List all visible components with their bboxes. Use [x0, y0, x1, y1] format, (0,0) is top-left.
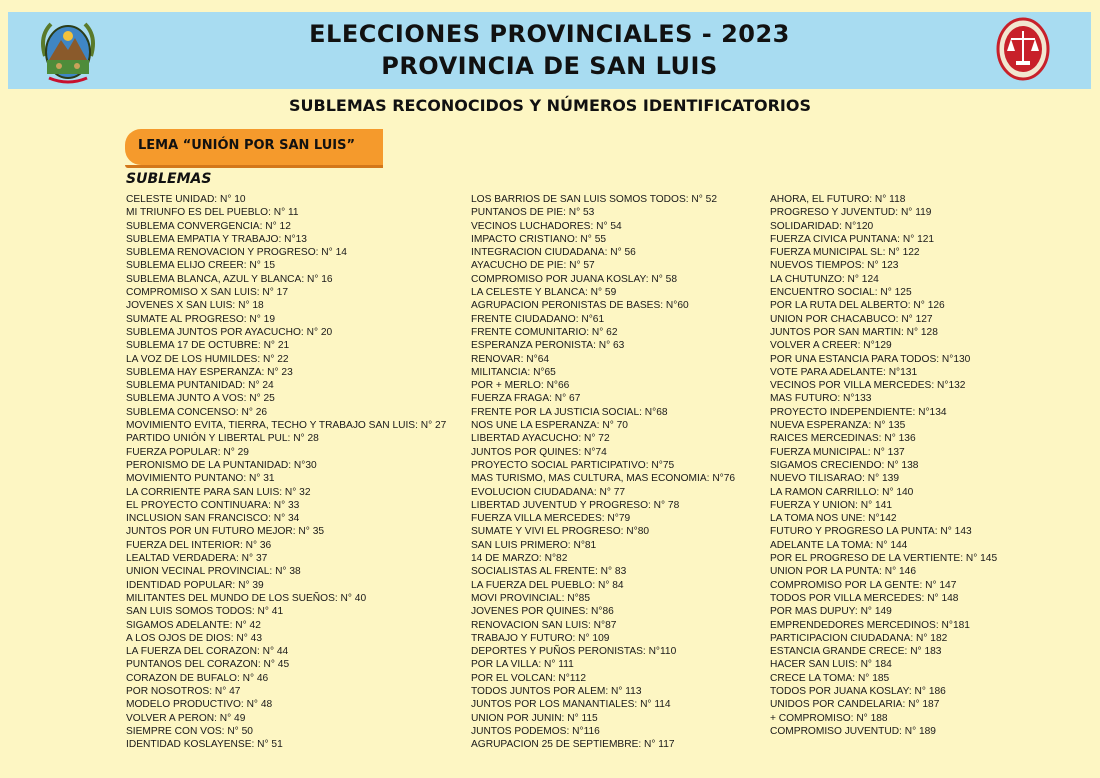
sublema-item: LA CORRIENTE PARA SAN LUIS: N° 32 — [126, 486, 311, 498]
sublema-item: SOLIDARIDAD: N°120 — [770, 220, 874, 232]
sublema-item: SUBLEMA EMPATIA Y TRABAJO: N°13 — [126, 233, 307, 245]
sublema-item: MILITANTES DEL MUNDO DE LOS SUEÑOS: N° 40 — [126, 592, 367, 604]
section-subtitle: SUBLEMAS RECONOCIDOS Y NÚMEROS IDENTIFICATORIOS — [289, 96, 811, 115]
lema-banner: LEMA “UNIÓN POR SAN LUIS” — [125, 129, 383, 165]
sublema-item: COMPROMISO X SAN LUIS: N° 17 — [126, 287, 289, 299]
sublema-item: ESTANCIA GRANDE CRECE: N° 183 — [770, 646, 942, 658]
sublema-item: POR MAS DUPUY: N° 149 — [770, 606, 892, 618]
sublema-item: POR EL PROGRESO DE LA VERTIENTE: N° 145 — [770, 553, 998, 565]
sublema-item: MAS FUTURO: N°133 — [770, 393, 872, 405]
sublema-item: VOLVER A CREER: N°129 — [770, 340, 892, 352]
sublema-item: FUERZA MUNICIPAL SL: N° 122 — [770, 247, 920, 259]
sublema-item: A LOS OJOS DE DIOS: N° 43 — [126, 632, 262, 644]
sublemas-column-2 — [471, 193, 735, 751]
page-subtitle-province: PROVINCIA DE SAN LUIS — [381, 52, 718, 80]
sublema-item: PROGRESO Y JUVENTUD: N° 119 — [770, 207, 932, 219]
sublema-item: MI TRIUNFO ES DEL PUEBLO: N° 11 — [126, 207, 299, 219]
sublema-item: SUBLEMA RENOVACION Y PROGRESO: N° 14 — [126, 247, 347, 259]
sublema-item: AHORA, EL FUTURO: N° 118 — [770, 194, 906, 205]
sublema-item: SIEMPRE CON VOS: N° 50 — [126, 725, 253, 737]
sublema-item: SAN LUIS PRIMERO: N°81 — [471, 539, 597, 551]
sublema-item: SUBLEMA PUNTANIDAD: N° 24 — [126, 380, 274, 392]
sublema-item: HACER SAN LUIS: N° 184 — [770, 659, 892, 671]
sublemas-column-3 — [770, 193, 997, 738]
poder-judicial-seal-icon — [996, 17, 1050, 81]
sublemas-column-1 — [126, 193, 446, 751]
sublema-item: MODELO PRODUCTIVO: N° 48 — [126, 699, 273, 711]
sublema-item: SUBLEMA HAY ESPERANZA: N° 23 — [126, 366, 293, 378]
sublema-item: IDENTIDAD POPULAR: N° 39 — [126, 579, 264, 591]
sublema-item: UNION POR JUNIN: N° 115 — [471, 712, 598, 724]
sublema-item: FUERZA FRAGA: N° 67 — [471, 393, 581, 405]
sublema-item: CELESTE UNIDAD: N° 10 — [126, 194, 246, 205]
sublema-item: COMPROMISO POR LA GENTE: N° 147 — [770, 579, 957, 591]
sublema-item: VOTE PARA ADELANTE: N°131 — [770, 366, 918, 378]
sublema-item: SIGAMOS ADELANTE: N° 42 — [126, 619, 261, 631]
sublema-item: PUNTANOS DEL CORAZON: N° 45 — [126, 659, 290, 671]
sublema-item: 14 DE MARZO: N°82 — [471, 553, 568, 565]
sublema-item: NUEVOS TIEMPOS: N° 123 — [770, 260, 899, 272]
sublema-item: EMPRENDEDORES MERCEDINOS: N°181 — [770, 619, 970, 631]
sublema-item: IMPACTO CRISTIANO: N° 55 — [471, 233, 607, 245]
sublema-item: LIBERTAD JUVENTUD Y PROGRESO: N° 78 — [471, 499, 680, 511]
sublema-item: VECINOS POR VILLA MERCEDES: N°132 — [770, 380, 966, 392]
sublema-item: TODOS POR JUANA KOSLAY: N° 186 — [770, 685, 946, 697]
sublema-item: LEALTAD VERDADERA: N° 37 — [126, 553, 268, 565]
sublema-item: POR EL VOLCAN: N°112 — [471, 672, 587, 684]
sublema-item: LA TOMA NOS UNE: N°142 — [770, 513, 897, 525]
sublema-item: MOVIMIENTO PUNTANO: N° 31 — [126, 473, 275, 485]
sublema-item: INCLUSION SAN FRANCISCO: N° 34 — [126, 513, 300, 525]
sublema-item: SUBLEMA JUNTO A VOS: N° 25 — [126, 393, 275, 405]
sublema-item: IDENTIDAD KOSLAYENSE: N° 51 — [126, 739, 283, 751]
sublema-item: TODOS POR VILLA MERCEDES: N° 148 — [770, 592, 959, 604]
sublema-item: FUTURO Y PROGRESO LA PUNTA: N° 143 — [770, 526, 972, 538]
sublema-item: UNIDOS POR CANDELARIA: N° 187 — [770, 699, 940, 711]
header-banner — [8, 12, 1091, 89]
sublema-item: PUNTANOS DE PIE: N° 53 — [471, 207, 595, 219]
sublema-item: NOS UNE LA ESPERANZA: N° 70 — [471, 420, 628, 432]
sublema-item: LOS BARRIOS DE SAN LUIS SOMOS TODOS: N° 52 — [471, 194, 718, 205]
sublema-item: LA VOZ DE LOS HUMILDES: N° 22 — [126, 353, 289, 365]
sublema-item: LA FUERZA DEL PUEBLO: N° 84 — [471, 579, 624, 591]
sublema-item: PARTICIPACION CIUDADANA: N° 182 — [770, 632, 948, 644]
sublema-item: RENOVAR: N°64 — [471, 353, 550, 365]
sublema-item: JUNTOS POR QUINES: N°74 — [471, 446, 607, 458]
sublema-item: FUERZA DEL INTERIOR: N° 36 — [126, 539, 272, 551]
sublema-item: LA RAMON CARRILLO: N° 140 — [770, 486, 914, 498]
sublema-item: ADELANTE LA TOMA: N° 144 — [770, 539, 908, 551]
sublema-item: RENOVACION SAN LUIS: N°87 — [471, 619, 617, 631]
sublema-item: LA FUERZA DEL CORAZON: N° 44 — [126, 646, 289, 658]
sublema-item: CRECE LA TOMA: N° 185 — [770, 672, 890, 684]
sublema-item: VECINOS LUCHADORES: N° 54 — [471, 220, 622, 232]
sublema-item: SOCIALISTAS AL FRENTE: N° 83 — [471, 566, 627, 578]
sublema-item: JUNTOS PODEMOS: N°116 — [471, 725, 600, 737]
sublema-item: PROYECTO SOCIAL PARTICIPATIVO: N°75 — [471, 459, 675, 471]
sublema-item: EL PROYECTO CONTINUARA: N° 33 — [126, 499, 300, 511]
sublema-item: JUNTOS POR UN FUTURO MEJOR: N° 35 — [126, 526, 325, 538]
sublemas-heading: SUBLEMAS — [126, 171, 212, 187]
sublema-item: FUERZA POPULAR: N° 29 — [126, 446, 249, 458]
sublema-item: MOVI PROVINCIAL: N°85 — [471, 592, 590, 604]
sublema-item: UNION POR LA PUNTA: N° 146 — [770, 566, 916, 578]
sublema-item: + COMPROMISO: N° 188 — [770, 712, 888, 724]
san-luis-coat-of-arms-icon — [37, 16, 99, 84]
sublema-item: POR UNA ESTANCIA PARA TODOS: N°130 — [770, 353, 971, 365]
sublema-item: JOVENES POR QUINES: N°86 — [471, 606, 614, 618]
sublema-item: FUERZA Y UNION: N° 141 — [770, 499, 893, 511]
sublema-item: LA CHUTUNZO: N° 124 — [770, 273, 879, 285]
sublema-item: FRENTE COMUNITARIO: N° 62 — [471, 326, 618, 338]
sublema-item: NUEVA ESPERANZA: N° 135 — [770, 420, 906, 432]
sublema-item: POR LA RUTA DEL ALBERTO: N° 126 — [770, 300, 945, 312]
sublema-item: TRABAJO Y FUTURO: N° 109 — [471, 632, 610, 644]
sublema-item: AGRUPACION PERONISTAS DE BASES: N°60 — [471, 300, 689, 312]
sublema-item: FUERZA MUNICIPAL: N° 137 — [770, 446, 905, 458]
sublema-item: MAS TURISMO, MAS CULTURA, MAS ECONOMIA: N°76 — [471, 473, 736, 485]
sublema-item: UNION POR CHACABUCO: N° 127 — [770, 313, 933, 325]
sublema-item: SAN LUIS SOMOS TODOS: N° 41 — [126, 606, 284, 618]
sublema-item: FRENTE CIUDADANO: N°61 — [471, 313, 605, 325]
sublema-item: MILITANCIA: N°65 — [471, 366, 556, 378]
sublema-item: FRENTE POR LA JUSTICIA SOCIAL: N°68 — [471, 406, 668, 418]
sublema-item: AYACUCHO DE PIE: N° 57 — [471, 260, 595, 272]
sublema-item: SUBLEMA ELIJO CREER: N° 15 — [126, 260, 276, 272]
sublema-item: JOVENES X SAN LUIS: N° 18 — [126, 300, 264, 312]
sublema-item: PERONISMO DE LA PUNTANIDAD: N°30 — [126, 459, 317, 471]
page-title: ELECCIONES PROVINCIALES - 2023 — [309, 20, 790, 48]
sublema-item: NUEVO TILISARAO: N° 139 — [770, 473, 900, 485]
sublema-item: UNION VECINAL PROVINCIAL: N° 38 — [126, 566, 301, 578]
sublema-item: POR NOSOTROS: N° 47 — [126, 685, 241, 697]
sublema-item: LIBERTAD AYACUCHO: N° 72 — [471, 433, 610, 445]
sublema-item: DEPORTES Y PUÑOS PERONISTAS: N°110 — [471, 646, 677, 658]
sublema-item: AGRUPACION 25 DE SEPTIEMBRE: N° 117 — [471, 739, 675, 751]
sublema-item: LA CELESTE Y BLANCA: N° 59 — [471, 287, 617, 299]
sublema-item: SUMATE AL PROGRESO: N° 19 — [126, 313, 276, 325]
sublema-item: INTEGRACION CIUDADANA: N° 56 — [471, 247, 636, 259]
sublema-item: VOLVER A PERON: N° 49 — [126, 712, 246, 724]
sublema-item: JUNTOS POR SAN MARTIN: N° 128 — [770, 326, 938, 338]
sublema-item: POR + MERLO: N°66 — [471, 380, 570, 392]
sublema-item: SUBLEMA CONVERGENCIA: N° 12 — [126, 220, 291, 232]
sublema-item: PARTIDO UNIÓN Y LIBERTAL PUL: N° 28 — [126, 433, 319, 445]
sublema-item: PROYECTO INDEPENDIENTE: N°134 — [770, 406, 947, 418]
sublema-item: RAICES MERCEDINAS: N° 136 — [770, 433, 916, 445]
sublema-item: POR LA VILLA: N° 111 — [471, 659, 574, 671]
sublema-item: SUBLEMA 17 DE OCTUBRE: N° 21 — [126, 340, 290, 352]
sublema-item: SUBLEMA BLANCA, AZUL Y BLANCA: N° 16 — [126, 273, 333, 285]
sublema-item: ENCUENTRO SOCIAL: N° 125 — [770, 287, 912, 299]
sublema-item: ESPERANZA PERONISTA: N° 63 — [471, 340, 625, 352]
sublema-item: FUERZA VILLA MERCEDES: N°79 — [471, 513, 631, 525]
sublema-item: EVOLUCION CIUDADANA: N° 77 — [471, 486, 626, 498]
sublema-item: SUBLEMA CONCENSO: N° 26 — [126, 406, 268, 418]
sublema-item: CORAZON DE BUFALO: N° 46 — [126, 672, 269, 684]
sublema-item: SUMATE Y VIVI EL PROGRESO: N°80 — [471, 526, 650, 538]
sublema-item: FUERZA CIVICA PUNTANA: N° 121 — [770, 233, 935, 245]
sublema-item: COMPROMISO JUVENTUD: N° 189 — [770, 725, 936, 737]
sublema-item: TODOS JUNTOS POR ALEM: N° 113 — [471, 685, 642, 697]
sublema-item: SIGAMOS CRECIENDO: N° 138 — [770, 459, 919, 471]
sublema-item: MOVIMIENTO EVITA, TIERRA, TECHO Y TRABAJO SAN LUIS: N° 27 — [126, 420, 447, 432]
sublema-item: COMPROMISO POR JUANA KOSLAY: N° 58 — [471, 273, 677, 285]
sublema-item: JUNTOS POR LOS MANANTIALES: N° 114 — [471, 699, 671, 711]
sublema-item: SUBLEMA JUNTOS POR AYACUCHO: N° 20 — [126, 326, 333, 338]
